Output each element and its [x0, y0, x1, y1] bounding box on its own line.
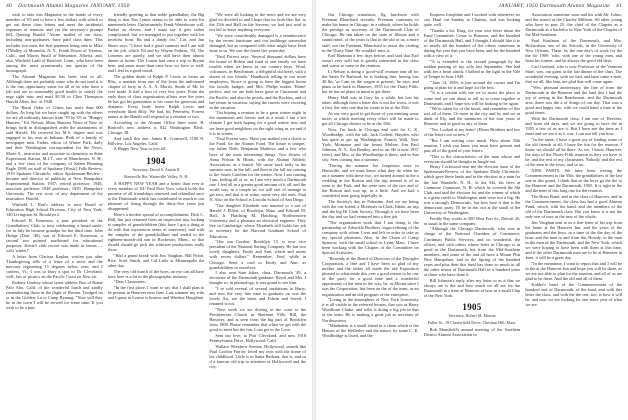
column-paragraph: "The organization work that I am doing is the partnership of Arbuckle Brothers, sugar-refining of the company with whom I was and left in order to take as my special pleasures. Also, in the Chain of Camp Sparrow, with the small school in Lynn, Mass. I have been working with the Chapter of the Committee on Special Activities. [322, 219, 419, 256]
column-paragraph: "I re sold several of several invitations to Harry, and now the very fine time to graduate on was the lovely Art, are the latest and Edwin and Saved, I retained is not. [209, 285, 307, 307]
column-paragraph: Now, I'm back in Chicago and wait for C. K. Woodbridge, with the tall; Jack Corbett; Hayden, who has quite to get up Washington, Francis Wall, New York; Montaine and the hearst Moline, Jim Paul Johnson, N. Y.; Jim Bentley, and so on. He is now 1937 (also), and Mrs. of the Woodbridge is there, and in Sun city. Sees coming into a summer. [322, 126, 419, 163]
right-page [316, 0, 628, 420]
column-paragraph: A letter from Clarissa Kaplan, written just after Thanksgiving tells of a letter of a snow and the mercury registering 15 degrees below zero, and I confess, Vt., I was so busy a spot to Dr. Cleveland, well, lots of picnics on the Pacific Coast on New sir. [6, 253, 103, 280]
column-paragraph: Association sometime soon and his with Mr. Julius, and the seated at the Charley Millsner, 66 other young who have in past 25. the chief of the Chapter as a Dartmouth as a bachelor in New York of the Chapter of the Mid-Southern. [525, 12, 623, 38]
column-paragraph: "But I am writing over much. How about 35th reunion, I wish you knew you must have present and past all of the good of your letters. [423, 137, 521, 153]
column-paragraph: Henry Hall was in Gary for a while, but lost his other, although from a letter this is not the worst, it was a first, the only one that he wants to be at the 35th. [322, 95, 419, 111]
column-paragraph: "Our son Gordon, Brooklyn '15, is now vice president of the National Sorting Company. He has two lovely daughters, Emily and Ann, which and assets with seven dollars." Remember, Fred, while in Chicago. Send a card to Emily and Ann, as grandchildren to ourselves. [209, 239, 307, 270]
column-paragraph: "We were considerably damaged is a reminiscence by the recent hurricane and our buildings somewhat damaged, but as compared with what might have been done to us. We saw the forest fire yesterday. [209, 32, 307, 54]
column-paragraph: '"It is a certain with me we to assist the place to come and we can about to tell us to come together at Dartmouth, and I hope you will be looking to be again. [423, 90, 521, 106]
column-paragraph: As our very good to get those of you meeting some more, at which meeting every effort will be made to get all Chicago district to be at the 35th. [322, 110, 419, 126]
column-paragraph: "Thanks a lot, King, for your nice letter about the Fund Committee. Come to Hanover, and the hundred of the Dartmouth Hall, and I thought I should like it to so nearly all the hundred of the others sometime in during the year that you have been, and for the hundred with a view of it. [423, 27, 521, 59]
column-paragraph: "Manhattan is a small island in a chain which is the Houses of the Wellesley and the nature, by some C. K. Woodbridge is listed, and the [322, 323, 419, 339]
column-paragraph: Our Chicago stimulator, Jig, luncheon with Freeman Blanchard recently. Freeman continues to make his home in Chicago, in a suburb, where he holds the prestige as secretary of the Dartmouth Club of Chicago. He has taken on the state of Illinois and a sound mind, of the years is that in the old of us, a more stuff, not the Freeman, Blanchard to assist the visiting in the Thirty Nine. He wouldn't miss it. [322, 12, 419, 53]
class-secretary-name: Secretary, David S. Austin II [132, 166, 180, 172]
column-paragraph: "This is the characteristic of the man whose and everyone should be thought in Jungle out. [423, 153, 521, 164]
column-paragraph: Winfield L. Ratt's address is now Board of Education High School Division, City of New York, 140 Livingston St. Brooklyn 2. [6, 201, 103, 218]
column-paragraph: Freddy Ray works at 500 West Fort St., Detroit 26, as usual in the same company. [423, 215, 521, 226]
column-paragraph: Jim Vaughan sent to us a fine letter of his trip from his home at the Hanover Inn, and the years of the graduates and the boys, in a time of the the day of the hour, and the man to and from the, Howdy, to the man in the men of the Dartmouth, and the New York, which we were hoping to have been with them at this time, and if the other Dartmouth men are to be at Hanover in June, it will be a great day. [525, 219, 623, 261]
column-paragraph: "Recently at the Board of Directors of the Disciples Corporation, a fine and I have been so glad of my mother and the father all made the old Exposition pleased to what made this year a good reason to be one of the party for a good time and a wonderful opportunity of the men in the way, be, as Mount since I was the Corporation, has been on the of the team, as an organization and an old program of the enterprise. [322, 255, 419, 297]
column-paragraph: Bill Johnson's reply after my letter to as it that we always are is the and how much we all are for the Dartmouth in a time of Hanover of how in a small Chip of the New York. [423, 277, 521, 299]
column-paragraph: "We were all looking to the news and we are very glad we decided so and I hope that we both like. Sat. to the 25th and Hall on the Stevens, we had just read to not fail to leave anything everyone. [209, 12, 307, 33]
column-paragraph: friendly greeting to that noble grandfather, the Big thing is that Tim Lenon seems to be able to write his nineteenth letter. Unfortunately Frank Waterhouse will, Parker an eleven, and I must say it gets rather complicated, but we managed to put together with his loveliest front. Ha and a dandy too." Lin, and Jim Shoes says, "I have had a good summer and I am still on the job, which '04 and by Wayne Perkins, '04, The Limenos are quietly, and we still have their almost dinner at home. The Limen had once a trip to Bryant here, and sauer more than once how we have so well, and I feel in a good mood. [107, 12, 205, 74]
column-paragraph: "Although the Chicago Dartmouth, who was in charge of the National Chamber of Commerce, Cincinnati Public Services, and its wonderful, the offices, and with others whose letter in Chicago is as good as the Dartmouth, but from the Mid-Southern members, and some of the and all have a Mount Plus New Hampshire, and in the Spring of the hundred years and plus then this fund has done so much in all the other towns of Dartmouth Hall in a hundred years of those who have done it. [423, 226, 521, 278]
right-running-title: JANUARY, 1950 Dartmouth Alumni Magazine [498, 3, 610, 9]
column-paragraph: With the Dartmouth class, I am one of 'Beecher, and from old days, and we are going to have the in 1955 a few of us are it. But I have not the time as I must and we see it as it was. I can not tell you how. [525, 115, 623, 137]
column-paragraph: "Next week we are driving to the coast to the Presbyterian Church in Sherman Ville, Bill, the Hanover, and is seen from the big part of Brooklyn from 1908. Please remember that when we get with the good to meet but the fun, I can get to the Cove. [209, 306, 307, 333]
right-column-3 [525, 12, 622, 416]
column-paragraph: Edward H. Kenerson, a past president of the Grandfathers' Club, is now celebrating a broad smile, for in July he became grandpa for the third time. John Hodge (Dart. '49), son of Edward E. Kenerson, a second son pointed northward for educational purposes. Kenie's club record was made in tennis — with 'winter!' [6, 217, 103, 254]
column-paragraph: "In the same, I have a great joy of finding some of the old friends at all, I have the fun for the reunion. I know we should all be there. As we, I know, Hanover, the days of the Thirty-Fifth reunion as they we have to be, and the rest of my classmates, Nobody, and the rest of the men in the town, and so on. [525, 136, 623, 168]
column-paragraph: I also sent Sam Jukes, class, Dartmouth '49, a doctorate of the Dartmouth graduate, Royal and Mrs. I thought so, in phomology, it was grand to see him. [209, 270, 307, 286]
column-paragraph: NINE PARTY. We have been writing the Commencement to the 35th, the grandfathers of the last one in this grand, I think that as the boys go the the to the Hanover and the Dartmouth, 1905. It is right in the and the men of this long one for the reunion. [525, 167, 623, 194]
column-paragraph: Li Nelson is doing a 'good-will' reunion tour all for the Santa Fe Railroad, he is looking fine, having lost 40 lbs. 'as I am on the wagon at present,' he says, and plans to be back in Hanover, 1955 for the Thirty Fifth, but he has no plans in mind to get there. [322, 69, 419, 95]
left-running-head [6, 3, 306, 11]
column-paragraph: A Happy New Year to you all. [113, 146, 167, 152]
column-paragraph: "Living in the atmosphere of New York University it is all visible in the referred houses, that you as Harry Woodburn Clarke, and wilst is doing a big job in that of the team. He is making a great job as secretary of Northwestern. [322, 297, 419, 323]
left-columns [6, 12, 306, 416]
column-paragraph: And catch this one, James R. Cromwell, 1180 N. Hillview, Los Angeles, Calif. [107, 135, 205, 146]
column-paragraph: Kidder's heart of the Commencement of the hundred and of Dartmouth, of the fund, and with this letter the class, and with the the one, too, is how it will be, and now we are looking for one more year of what we are. [525, 281, 623, 308]
left-column-1 [6, 12, 103, 416]
column-paragraph: The Alumni Magazine has been sent to all. Although there are probably some who do not read it, it is the one opportunity some for all of us who have a job and are in reasonably good health to satisfy the urge right now and mail $5.50 to Clint Thompson Harold Allen, Sec. at 1948. [6, 73, 103, 105]
column-paragraph: Carl Gerhard, who is now Professor of the Vermont State, was, our guest at the last dinner of the class. The wonderful evening, with we had, and later came a note, that we all, like him, are glad that will come again. [525, 63, 623, 85]
column-paragraph: According to the Alumni Office lines meet. R. Binford's new address is 842 Washington Blvd., Chicago, Ill. [107, 119, 205, 136]
left-column-2 [108, 12, 205, 416]
column-paragraph: "Paul Forrest says: 'Have just mailed you a check to the Fund, for the Alumni Fund. The house is unique,' my father Neils. Benjamin Mathews and a few who have of the most interesting things. Two Sisters of Anna Wilson & Hinds, with the Alumni Athletic Association, as a bunch. We came back early in the summer now, in the fall, and then in the fall are coming to the South Carolina for the winter. Now I am coming I am, feeling all of us, as I am very much a Dartmouth one. I feel all in a greater good amount of it all, and the world was, in a couple so, we will sort of manage to get into, and that is of some, some very old ones. Paul N. Also on the School is Lincoln School of San Diego. [209, 136, 307, 203]
right-column-2 [424, 12, 521, 416]
column-paragraph: "Had a grand break with Jim Vaughan, Bill Pelott, Rice, Scott Smith, and Cal Little at Minneapolis the other day. [107, 252, 205, 269]
left-page [0, 0, 312, 420]
column-paragraph: The golden death of Ralph P. Lewis as better an Illin., a masters from one of the from the unlicensed chapter of forty as A. A. A. Morris, Smith of Mr. he ever made. It had a host of very few years. From the early days of class organization affairs over the years he has got his generation to his cause for generous and dynamic. Every body knew Ralph Lewis and everybody liked Billy. We had, his Petersens, Forrest nature at the Bandit will respond to a reunion or two. [107, 73, 205, 120]
column-paragraph: "We're taken for of the boots, and remember of this sort all of them. Or more in the city and by and we as think of Ely, and the memories of the four years of Hanover and as good as any of them. [423, 106, 521, 127]
column-paragraph: "Dear Classmates: [113, 279, 146, 285]
column-paragraph: wish to take this Magazine in the hands of every member of '03 and to have a few dollars with which to get out these class letters and meet the incidental expenses of reunion, and yet the secretary's prompt bill, Quoting Harold "Alone. mailed of our class, including non-graduates, have paid class dues. This includes two men, the first payment being sent to Mike O'Malley of Monrolia, N. Y., Frank Dowst of Trenton, Calif., and Morris Small of Edmonton, Alberta, and, also, Winfield Ladd of Hartford, Conn., who have been among the most prominently our queries of the monograph. [6, 12, 103, 74]
column-paragraph: "During the summer Joe Jooperson were in Hartsville, and we must know what they do when for on a summer with these two, we turned around in the a wedding in the Boston and the trip around it, of us went to the Park, and the were now of the two and of the Boston and was up, in a little. And we had a wonderful time going hopefully in. [322, 162, 419, 199]
right-running-head [322, 3, 622, 11]
column-paragraph: "In the first place, I want to say that I shall plan to be present in Hanover next June. Last summer my wife and I spent in Louise is hostess and Windsor Houghton [107, 284, 205, 301]
column-paragraph: Rodney Lindsay whose latest address Box of Rome Palo Alto, Calif. of the wonderful lunch and kindly remembering those in the flight of Boston. Trudged on or in the Golden, Lo to Camp Bynung. "Now will they be in the town I will be stewed for some time. If you wish to be a part [6, 279, 103, 311]
column-paragraph: Empress Josephine and I worked with whenever we can. Haul cut Sunday in Chateau, and was looking quite well. [423, 12, 521, 28]
column-paragraph: The Rural Order of Clines has more than 600 dollars. As long list we have caught up with the others we are all militarily known from '59 by '05 as "Hungry Hunters." Ed. Nelson, Main, Rumory News of New. of brings forth in distinguished order the attainments of said Harold. He received his M.S. degree and was engaged to his own at Indiana. Both of a family of newspaper men. Father, editor of Winter Park; daily and their Washington correspondent for the News, Marie A., instructor and associate in chemistry in State Experiment Station, M.I.T., one of Manchester, N. H., and a few class of the company of Salem Beaming Eagle 1908; on staff of Spokane (Wash.) Falls Review; 1919 Spokane Chronicle, editor Spokesman-Review ; became and director of publicity at New Hampshire Experimental Station, 1937; retired professor; 1946, associate professor 1948 professor; 1950, Hampshire University. The rest story of any department of the institution. Harold. [6, 104, 103, 202]
left-running-title: Dartmouth Alumni Magazine JANUARY, 1950 [18, 3, 130, 9]
class-secretary-address: Fuller St., 19 Chesterfield Drive, Chestnut Hill, Mass. [427, 320, 517, 326]
column-paragraph: A HAPPY NEW YEAR and a better than ever to every member of '04! Paul Dorr Voor, which holds the promise of all friendships renewed and rekindled once to the Dartmouth which has contributed so much to our pleasure of living through the thirty-five years just disappeared. [107, 180, 205, 211]
class-secretary-name: Secretary, Robert M. Marion [448, 313, 496, 319]
column-paragraph: The Brass Band, and in the class of Hanover, and in the Commencement, the class has had a good Alumni Fund, which, with the band, and the members of the old of the Dartmouth class. But you know it is not the only one of ours in the new of the whole. [525, 193, 623, 220]
column-paragraph: "Wes, pleasant anniversary, the line of from the Dartmouth in the Hanover and the land that I had the joy of seeing in the Beachmont, and the Dartmouth area, there was the a of things of our day. That was a good and happy one, with we could hand a time at the good times. [525, 84, 623, 116]
right-column-1 [322, 12, 419, 416]
column-paragraph: Paul Kaufman of the Dartmouth, and Mrs. Richardson, one of the Schools, in the University of New Orleans. There, by the one day's of work for the the for 1909. 'who, with one of the young men, and from his former, and he always the good old days. [525, 37, 623, 64]
column-paragraph: "In the meantime, I want to report that and I will be in the at the Hanover Inn and hope you will be there, as we are not able to plan for the reunion, and all of us are glad to be there. And the old and all of them. [525, 261, 623, 282]
right-columns [322, 12, 622, 416]
column-paragraph: Wallace Woodrow Avenue, Hollywood, sounds like Paul Gordon Farrow loved my own with the home of his childhood. Little is in Santa Barbara, that is, and so if a famous old trip to attention of Hollywood and the city. [209, 343, 307, 369]
column-paragraph: Bob Mansfield's annual meeting of the Southern District Alumni Association in [423, 327, 521, 338]
left-page-number: 40 [6, 3, 12, 9]
column-paragraph: '"It is extended to the second paragraph by the sudden passing of my wife last September. She had with her a heart attack. I bathed in the light in the Vale of Tempe in June 1949. [423, 58, 521, 80]
column-paragraph: Earl Hartman a few days before, and said that Earl wasn't very well but is greatly interested in the class and wants to come to the reunion. [322, 53, 419, 69]
column-paragraph: Henry Lockwood sent me the election issue of the Spokesman-Review of the Spokane Daily Chronicle, which gave these lands and to the election as a man for the late Wandelle, N. H., in the Ski, his lives at Cranmore Cranmore, N. H. which he covered the Ski Club, and said the election for and the winner of which is a great credit to Washington man were not a big. He was a strongly Democratic, but how here is that is the democratic party. I'll be in the, not at the small of the University of Washington. [423, 164, 521, 216]
class-year-heading: 1904 [146, 155, 166, 166]
column-paragraph: "I'm hoping a reunion to be a great winter night in the mountains and forests and as a result I am a hot climate I got both hoping for a good winter now and we have good neighbors on the right wing as we and if it is in winter. [209, 110, 307, 136]
column-paragraph: '"June 14, 1939, is just around the corner and I'm going to plan for it and hope for the best. [423, 79, 521, 90]
left-column-3 [209, 12, 306, 416]
right-page-number: 41 [616, 3, 622, 9]
column-paragraph: "Paul Forrest says: 'Several thousand dollars have the house of Robert and fund of one family we have trouble when we know as our country boys. Wind, volcanoes, in Beachmont, a delightful old hotel, with a dozen of our friends.' Handbook telling in our more employees, Stowe is going to have the biggest boom the faculty budget, and Mrs. Phelps makes 'Home' perfect, and we are both have gone at Cincinnati and the Pacific, and also the proofs, and the Rockies, and of her return in vacation, saying the travels were covering in the vacation. [209, 53, 307, 110]
column-paragraph: The very old bunch of the boys, an eye can all have have here is a lot in the photographic industry. [107, 268, 205, 279]
column-paragraph: The Society's day in Palestine. And we are being with the our friend, a Mortimer in Clark, Idaho, an trip and the big Hi Clark Society. Through it we have been the day and we had ventured into a fine job. [322, 198, 419, 220]
class-secretary-address: Waterville Rte, Waterville Valley, N. H. [123, 173, 189, 179]
column-paragraph: "Yes. Looked at my letter! (Elmer Brothers and two of the letters too so new.)" [423, 127, 521, 138]
column-paragraph: Sent our love, to Prof Cleveland, and now 1918 Pennsylvania Drive, Hollywood, Calif. [209, 332, 307, 343]
class-year-heading: 1905 [462, 302, 482, 313]
column-paragraph: "Our daughter Elizabeth was married to a son of Harold J. Elliott, of Brooklyn, Mass. and Edward M. Hall, Jr. Hatching M. Hatching, Northwestern University and a pleasant an electrical engineer. They live in Cambridge, where Elizabeth still holds her job as secretary for the Harvard Graduate School of Education. [209, 202, 307, 239]
column-paragraph: Here's a modest spread of accomplishment. Dick C. Hall, has just returned from an inspection trip, looking at samples of grandchildren (this have I got a thing to do with that mysterious sense of intervene), and with the samples of the grandchildren and ended to the eighteen-month-old son in Rochester, Minn., so that should should go pick the widower productions really show. [107, 211, 205, 253]
